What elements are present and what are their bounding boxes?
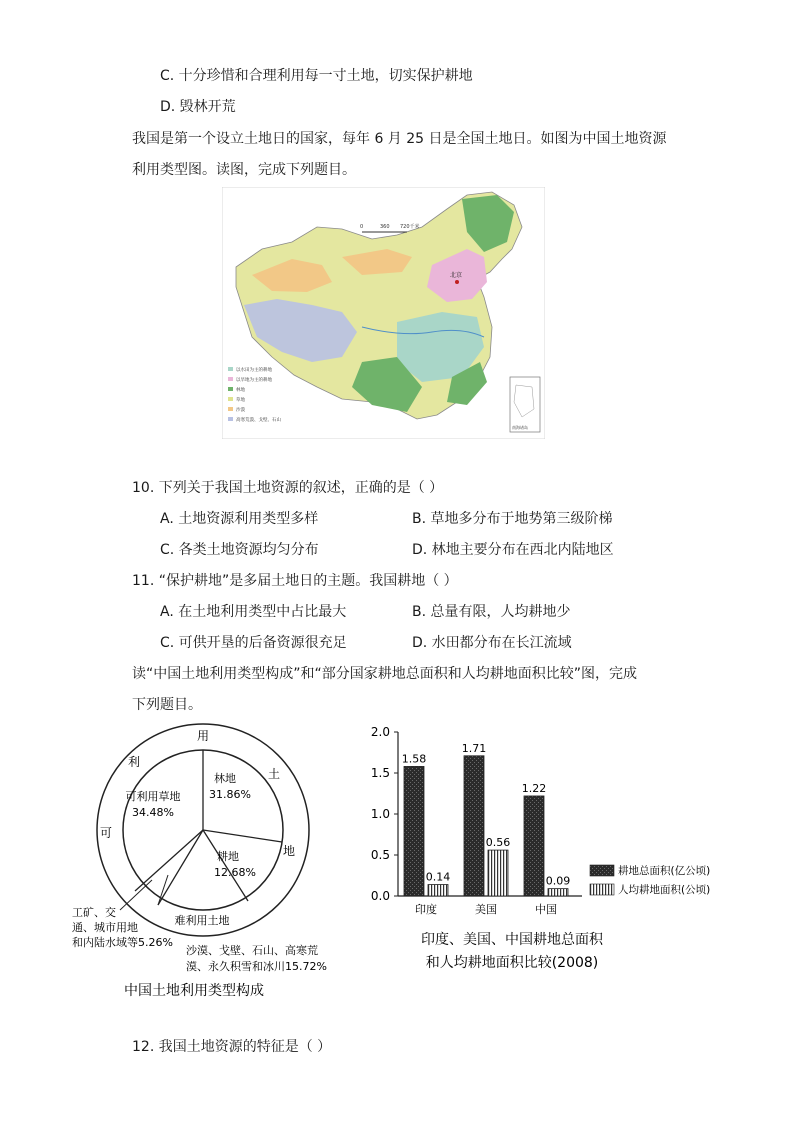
bar-labels	[402, 742, 571, 888]
legend-swatch-total	[590, 865, 614, 876]
bar-per-capita	[428, 885, 448, 896]
legend-label-dryland: 以旱地为主的耕地	[236, 378, 272, 383]
south-sea-inset	[510, 377, 540, 432]
q11-option-c[interactable]: C. 可供开垦的后备资源很充足	[160, 635, 347, 651]
legend-label-per-capita: 人均耕地面积(公顷)	[618, 884, 711, 896]
q11-option-b[interactable]: B. 总量有限，人均耕地少	[412, 604, 571, 620]
legend-label-alpine: 高寒荒漠、戈壁、石山	[236, 418, 281, 423]
legend-label-grass: 草地	[236, 398, 245, 403]
question-11: 11. “保护耕地”是多届土地日的主题。我国耕地（ ）	[132, 573, 458, 589]
ring-char-yong: 用	[196, 729, 210, 743]
legend-label-paddy: 以水田为主的耕地	[236, 368, 272, 373]
legend-swatch-desert	[228, 407, 233, 411]
scale-label-0: 0	[360, 224, 364, 230]
q10-option-c[interactable]: C. 各类土地资源均匀分布	[160, 542, 319, 558]
farmland-value: 12.68%	[214, 866, 256, 879]
intro-text-4: 下列题目。	[132, 697, 202, 713]
y-tick-label: 1.5	[370, 766, 390, 780]
option-c-prev: C. 十分珍惜和合理利用每一寸土地，切实保护耕地	[160, 68, 473, 84]
q10-option-a[interactable]: A. 土地资源利用类型多样	[160, 511, 319, 527]
bar-value-label: 0.56	[485, 836, 511, 850]
legend-swatch-dryland	[228, 377, 233, 381]
other-land-line-1: 工矿、交	[72, 906, 116, 919]
option-d-prev: D. 毁林开荒	[160, 99, 236, 115]
grass-label: 可利用草地	[125, 790, 181, 803]
farmland-comparison-chart	[362, 718, 742, 978]
other-land-line-2: 通、城市用地	[72, 921, 138, 934]
legend-label-desert: 沙漠	[236, 408, 245, 413]
y-tick-label: 2.0	[370, 725, 390, 739]
x-category-label: 中国	[535, 903, 557, 916]
legend-label-forest: 林地	[236, 388, 245, 393]
q11-option-a[interactable]: A. 在土地利用类型中占比最大	[160, 604, 347, 620]
ring-bottom-label: 难利用土地	[174, 914, 230, 927]
legend-swatch-per-capita	[590, 884, 614, 895]
china-land-use-map	[222, 187, 545, 439]
intro-text-3: 读“中国土地利用类型构成”和“部分国家耕地总面积和人均耕地面积比较”图，完成	[132, 666, 638, 682]
bar-ticks	[371, 725, 398, 903]
legend-swatch-grass	[228, 397, 233, 401]
pie-caption: 中国土地利用类型构成	[124, 983, 264, 999]
question-12: 12. 我国土地资源的特征是（ ）	[132, 1039, 332, 1055]
bar-value-label: 0.14	[425, 870, 451, 884]
inset-label: 南海诸岛	[512, 425, 528, 430]
bar-total-area	[404, 766, 424, 896]
farmland-label: 耕地	[217, 850, 239, 863]
sector-line-right	[203, 830, 282, 842]
beijing-marker	[455, 280, 459, 284]
bar-title-line-2: 和人均耕地面积比较(2008)	[425, 955, 599, 971]
bar-total-area	[524, 796, 544, 896]
y-tick-label: 0.5	[370, 848, 390, 862]
question-10: 10. 下列关于我国土地资源的叙述，正确的是（ ）	[132, 480, 444, 496]
x-category-label: 印度	[415, 903, 437, 916]
bar-categories	[415, 902, 557, 916]
bar-value-label: 1.58	[401, 752, 427, 766]
y-tick-label: 0.0	[370, 889, 390, 903]
land-use-composition-diagram	[60, 720, 360, 1010]
legend-label-total: 耕地总面积(亿公顷)	[618, 865, 711, 877]
beijing-label: 北京	[450, 272, 463, 279]
scale-label-720: 720千米	[400, 224, 420, 230]
grass-value: 34.48%	[132, 806, 174, 819]
scale-label-360: 360	[380, 224, 390, 230]
intro-text-1: 我国是第一个设立土地日的国家，每年 6 月 25 日是全国土地日。如图为中国土地资源	[132, 131, 667, 147]
q10-option-d[interactable]: D. 林地主要分布在西北内陆地区	[412, 542, 614, 558]
forest-label: 林地	[214, 772, 236, 785]
intro-text-2: 利用类型图。读图，完成下列题目。	[132, 162, 356, 178]
desert-land-line-2: 漠、永久积雪和冰川15.72%	[186, 960, 327, 973]
other-land-line-3: 和内陆水域等5.26%	[72, 936, 173, 949]
bar-value-label: 0.09	[545, 874, 571, 888]
ring-char-ke: 可	[99, 826, 113, 840]
legend-swatch-forest	[228, 387, 233, 391]
legend-swatch-paddy	[228, 367, 233, 371]
sector-line-lower-left	[135, 830, 203, 891]
bar-value-label: 1.71	[461, 741, 487, 755]
y-tick-label: 1.0	[370, 807, 390, 821]
x-category-label: 美国	[475, 903, 497, 916]
bar-title-line-1: 印度、美国、中国耕地总面积	[421, 932, 603, 948]
q11-option-d[interactable]: D. 水田都分布在长江流域	[412, 635, 572, 651]
sector-line-bottom	[158, 830, 203, 905]
desert-land-line-1: 沙漠、戈壁、石山、高寒荒	[186, 944, 318, 957]
ring-char-li: 利	[127, 755, 141, 769]
ring-char-di: 地	[282, 844, 296, 858]
bar-total-area	[464, 756, 484, 896]
bar-value-label: 1.22	[521, 781, 547, 795]
bar-per-capita	[488, 850, 508, 896]
legend-swatch-alpine	[228, 417, 233, 421]
bar-per-capita	[548, 889, 568, 896]
ring-char-tu: 土	[267, 767, 281, 781]
q10-option-b[interactable]: B. 草地多分布于地势第三级阶梯	[412, 511, 613, 527]
forest-value: 31.86%	[209, 788, 251, 801]
callout-line-other	[120, 880, 152, 910]
